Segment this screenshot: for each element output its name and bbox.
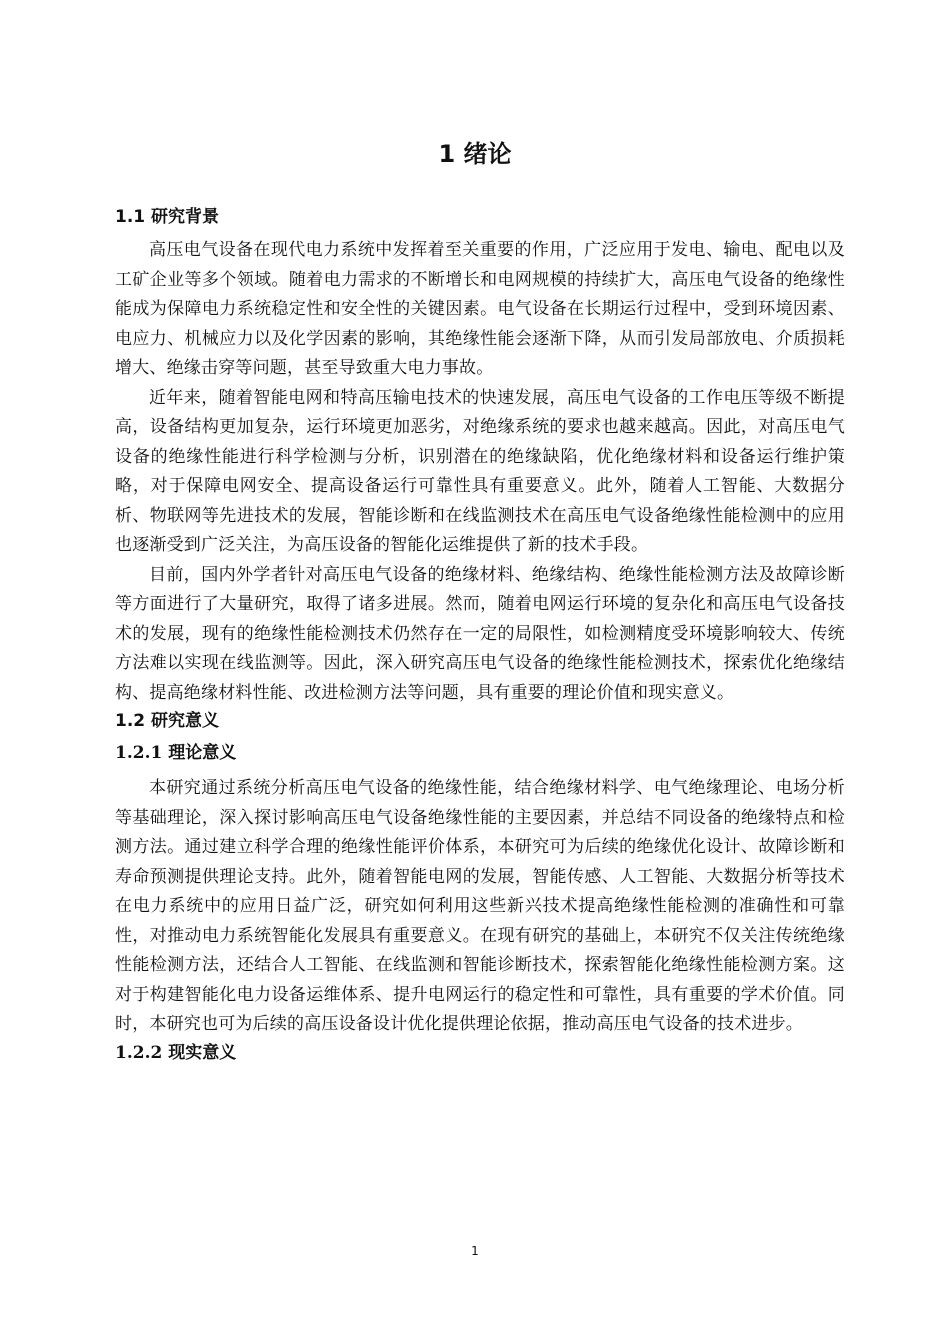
paragraph-background-2: 近年来，随着智能电网和特高压输电技术的快速发展，高压电气设备的工作电压等级不断提高，设备结构更加复杂，运行环境更加恶劣，对绝缘系统的要求也越来越高。因此，对高压电气设备的绝缘性能进行科学检测与分析，识别潜在的绝缘缺陷，优化绝缘材料和设备运行维护策略，对于保障电网安全、提高设备运行可靠性具有重要意义。此外，随着人工智能、大数据分析、物联网等先进技术的发展，智能诊断和在线监测技术在高压电气设备绝缘性能检测中的应用也逐渐受到广泛关注，为高压设备的智能化运维提供了新的技术手段。 <box>115 387 845 555</box>
paragraph-background-1: 高压电气设备在现代电力系统中发挥着至关重要的作用，广泛应用于发电、输电、配电以及工矿企业等多个领域。随着电力需求的不断增长和电网规模的持续扩大，高压电气设备的绝缘性能成为保障电力系统稳定性和安全性的关键因素。电气设备在长期运行过程中，受到环境因素、电应力、机械应力以及化学因素的影响，其绝缘性能会逐渐下降，从而引发局部放电、介质损耗增大、绝缘击穿等问题，甚至导致重大电力事故。 <box>115 240 845 378</box>
section-heading-significance: 1.2 研究意义 <box>115 711 220 731</box>
paragraph-theoretical-1: 本研究通过系统分析高压电气设备的绝缘性能，结合绝缘材料学、电气绝缘理论、电场分析等基础理论，深入探讨影响高压电气设备绝缘性能的主要因素，并总结不同设备的绝缘特点和检测方法。通过建立科学合理的绝缘性能评价体系，本研究可为后续的绝缘优化设计、故障诊断和寿命预测提供理论支持。此外，随着智能电网的发展，智能传感、人工智能、大数据分析等技术在电力系统中的应用日益广泛，研究如何利用这些新兴技术提高绝缘性能检测的准确性和可靠性，对推动电力系统智能化发展具有重要意义。在现有研究的基础上，本研究不仅关注传统绝缘性能检测方法，还结合人工智能、在线监测和智能诊断技术，探索智能化绝缘性能检测方案。这对于构建智能化电力设备运维体系、提升电网运行的稳定性和可靠性，具有重要的学术价值。同时，本研究也可为后续的高压设备设计优化提供理论依据，推动高压电气设备的技术进步。 <box>115 778 845 1034</box>
subsection-heading-theoretical: 1.2.1 理论意义 <box>115 743 237 763</box>
page-number: 1 <box>471 1244 479 1258</box>
section-heading-background: 1.1 研究背景 <box>115 207 220 227</box>
subsection-heading-practical: 1.2.2 现实意义 <box>115 1042 237 1063</box>
page-body <box>115 204 845 1066</box>
chapter-title: 1 绪论 <box>438 140 512 168</box>
paragraph-background-3: 目前，国内外学者针对高压电气设备的绝缘材料、绝缘结构、绝缘性能检测方法及故障诊断等方面进行了大量研究，取得了诸多进展。然而，随着电网运行环境的复杂化和高压电气设备技术的发展，现有的绝缘性能检测技术仍然存在一定的局限性，如检测精度受环境影响较大、传统方法难以实现在线监测等。因此，深入研究高压电气设备的绝缘性能检测技术，探索优化绝缘结构、提高绝缘材料性能、改进检测方法等问题，具有重要的理论价值和现实意义。 <box>115 564 845 703</box>
